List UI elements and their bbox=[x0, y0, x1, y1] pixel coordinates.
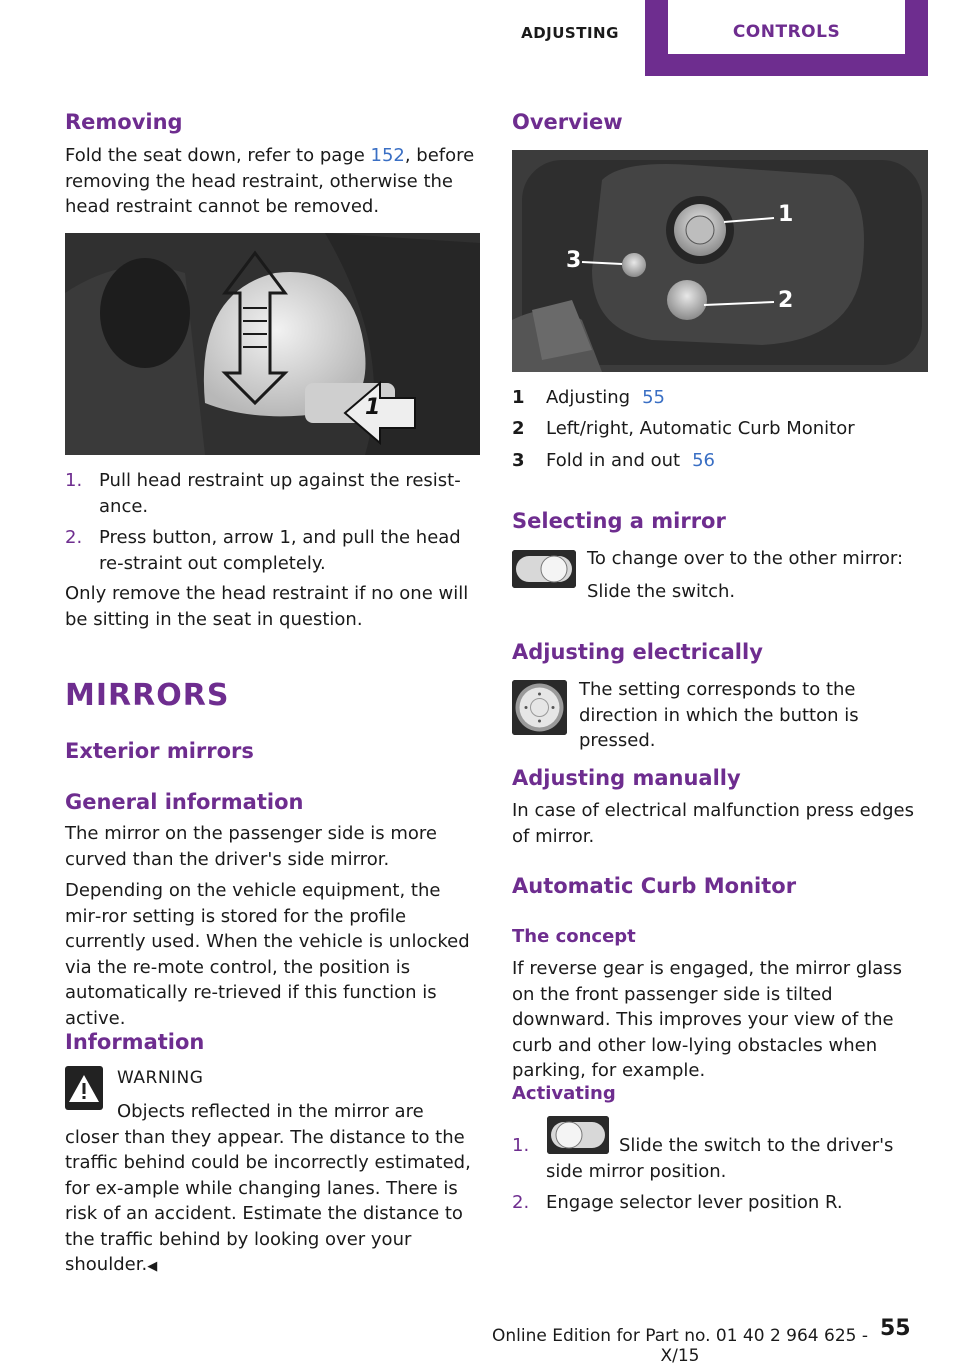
adjusting-electrically-heading: Adjusting electrically bbox=[512, 640, 763, 664]
mirror-adjust-button-icon bbox=[512, 680, 567, 735]
head-restraint-photo bbox=[65, 233, 480, 455]
page-link-56[interactable]: 56 bbox=[692, 450, 715, 471]
step-2-text: Press button, arrow 1, and pull the head re‐straint out completely. bbox=[99, 527, 461, 574]
adjusting-manually-heading: Adjusting manually bbox=[512, 766, 741, 790]
overview-callout-2: 2 bbox=[778, 288, 794, 313]
overview-callout-1: 1 bbox=[778, 202, 794, 227]
warning-label: WARNING bbox=[117, 1068, 204, 1088]
general-information-heading: General information bbox=[65, 790, 304, 814]
adjusting-electrically-text: The setting corresponds to the direction in which the button is pressed. bbox=[579, 679, 859, 751]
head-restraint-illustration bbox=[65, 233, 480, 455]
step-2-number: 2. bbox=[65, 527, 83, 548]
legend-3: Fold in and out 56 bbox=[546, 450, 715, 471]
selecting-paragraph-1: To change over to the other mirror: bbox=[587, 548, 904, 569]
legend-1: Adjusting 55 bbox=[546, 387, 666, 408]
mirror-controls-photo bbox=[512, 150, 928, 372]
legend-2-number: 2 bbox=[512, 418, 525, 439]
removal-note: Only remove the head restraint if no one will be sitting in the seat in question. bbox=[65, 583, 469, 630]
legend-1-number: 1 bbox=[512, 387, 525, 408]
activating-step-1-number: 1. bbox=[512, 1135, 530, 1156]
photo-callout-1: 1 bbox=[365, 395, 381, 420]
warning-text: Objects reflected in the mirror are closer than they appear. The distance to the traffic behind could be incorrectly estimated, for ex‐ample while changing lanes. There is risk of an accident. Estimate the distance to the traffic behind by looking over your shoulder. bbox=[65, 1101, 471, 1275]
page-link-152[interactable]: 152 bbox=[370, 145, 405, 166]
mirror-switch-icon bbox=[512, 550, 576, 588]
page-number: 55 bbox=[880, 1316, 911, 1341]
step-1-text: Pull head restraint up against the resist‐ance. bbox=[99, 470, 461, 517]
step-1-number: 1. bbox=[65, 470, 83, 491]
concept-heading: The concept bbox=[512, 926, 636, 947]
automatic-curb-monitor-heading: Automatic Curb Monitor bbox=[512, 874, 797, 898]
mirrors-heading: MIRRORS bbox=[65, 678, 230, 713]
activating-step-1-text: Slide the switch to the driver's side mirror position. bbox=[546, 1135, 894, 1182]
general-paragraph-1: The mirror on the passenger side is more curved than the driver's side mirror. bbox=[65, 823, 438, 870]
selecting-paragraph-2: Slide the switch. bbox=[587, 581, 736, 602]
removing-intro: Fold the seat down, refer to page 152, before removing the head restraint, otherwise the head restraint cannot be removed. bbox=[65, 145, 475, 217]
legend-2: Left/right, Automatic Curb Monitor bbox=[546, 418, 855, 439]
activating-step-2-text: Engage selector lever position R. bbox=[546, 1192, 843, 1213]
page-link-55[interactable]: 55 bbox=[642, 387, 666, 408]
activating-step-2-number: 2. bbox=[512, 1192, 530, 1213]
overview-heading: Overview bbox=[512, 110, 623, 134]
warning-text-block bbox=[65, 1099, 480, 1280]
overview-callout-3: 3 bbox=[566, 248, 582, 273]
general-paragraph-2: Depending on the vehicle equipment, the mir‐ror setting is stored for the profile currently used. When the vehicle is unlocked via the re‐mote control, the position is automatically re‐trieved if this function is active. bbox=[65, 880, 470, 1029]
removing-heading: Removing bbox=[65, 110, 183, 134]
exterior-mirrors-heading: Exterior mirrors bbox=[65, 739, 254, 763]
concept-text: If reverse gear is engaged, the mirror glass on the front passenger side is tilted downward. This improves your view of the curb and other low-lying obstacles when parking, for example. bbox=[512, 958, 903, 1081]
information-heading: Information bbox=[65, 1030, 205, 1054]
activating-heading: Activating bbox=[512, 1083, 616, 1104]
selecting-mirror-heading: Selecting a mirror bbox=[512, 509, 726, 533]
footer-edition: Online Edition for Part no. 01 40 2 964 625 - X/15 bbox=[491, 1326, 869, 1366]
adjusting-manually-text: In case of electrical malfunction press edges of mirror. bbox=[512, 800, 914, 847]
end-mark: ◀ bbox=[147, 1259, 158, 1274]
legend-3-number: 3 bbox=[512, 450, 525, 471]
section-tab-label: ADJUSTING bbox=[521, 24, 619, 42]
chapter-tab-label: CONTROLS bbox=[732, 22, 841, 42]
